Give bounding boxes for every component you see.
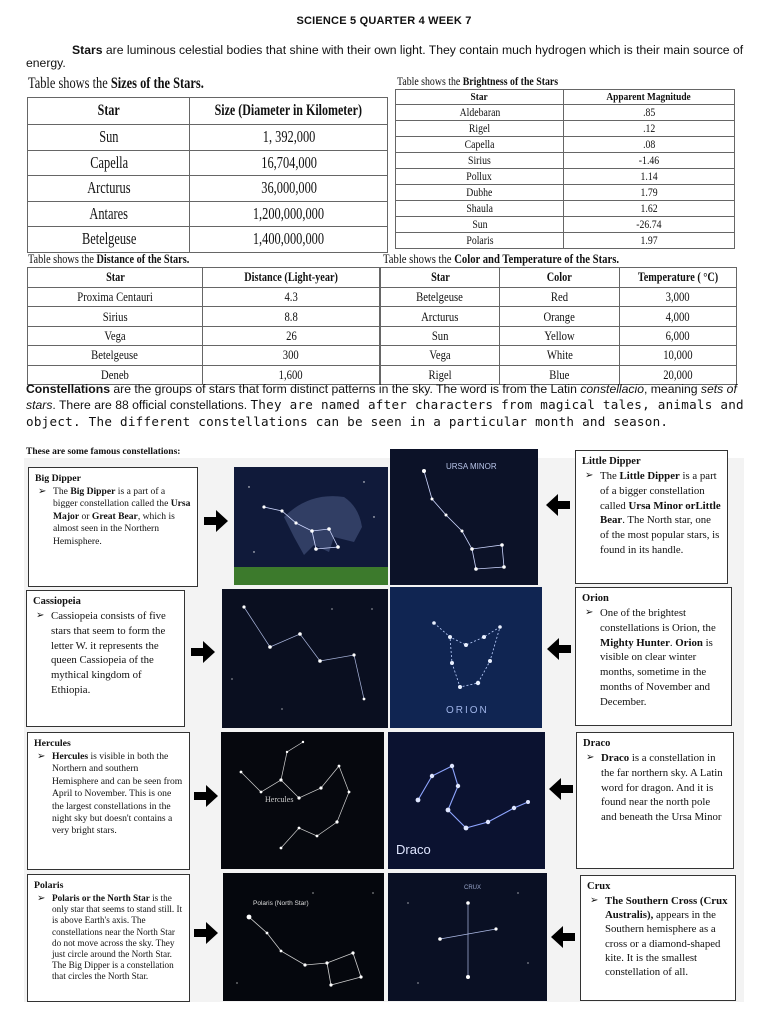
column-header: Distance (Light-year) [203, 268, 380, 288]
table-row: Aldebaran .85 [396, 105, 735, 121]
arrow-right-icon [191, 641, 215, 663]
arrow-right-icon [194, 922, 218, 944]
polaris-image [223, 873, 384, 1001]
draco-label: Draco [396, 842, 431, 857]
arrow-left-icon [546, 494, 570, 516]
table-header-row [28, 98, 388, 125]
arrow-bullet-icon: ➢ [586, 752, 595, 763]
table-row: Sirius -1.46 [396, 153, 735, 169]
sizes-table-caption: Table shows the Sizes of the Stars. [28, 75, 204, 92]
arrow-left-icon [549, 778, 573, 800]
arrow-bullet-icon: ➢ [38, 486, 47, 497]
orion-image [390, 587, 542, 728]
table-header-row [28, 268, 380, 288]
table-row: Antares 1,200,000,000 [28, 201, 388, 227]
arrow-right-icon [204, 510, 228, 532]
table-row: Betelgeuse 1,400,000,000 [28, 227, 388, 253]
big-dipper-image [234, 467, 388, 585]
column-header: Color [500, 268, 620, 288]
arrow-bullet-icon: ➢ [590, 895, 599, 906]
crux-label: CRUX [464, 885, 482, 891]
brightness-table-caption: Table shows the Brightness of the Stars [397, 74, 559, 88]
color-temperature-table-caption: Table shows the Color and Temperature of the Stars. [383, 251, 620, 266]
table-row: Sirius 8.8 [28, 307, 380, 326]
crux-image [388, 873, 547, 1001]
arrow-bullet-icon: ➢ [37, 751, 46, 762]
table-row: Arcturus Orange 4,000 [381, 307, 737, 326]
column-header: Star [28, 98, 190, 125]
table-row: Rigel Blue 20,000 [381, 365, 737, 384]
orion-label: ORION [446, 705, 489, 716]
table-header-row [381, 268, 737, 288]
column-header: Star [396, 90, 564, 105]
table-row: Sun Yellow 6,000 [381, 326, 737, 345]
table-row: Capella 16,704,000 [28, 150, 388, 176]
distance-table-caption: Table shows the Distance of the Stars. [28, 252, 190, 266]
arrow-right-icon [194, 785, 218, 807]
orion-box: Orion ➢ One of the brightest constellations is Orion, the Mighty Hunter. Orion is visible on clear winter months, sometime in the months of November and December. [575, 587, 732, 726]
table-row: Betelgeuse 300 [28, 346, 380, 365]
cassiopeia-image [222, 589, 388, 728]
arrow-bullet-icon: ➢ [585, 607, 594, 618]
hercules-box: Hercules ➢ Hercules is visible in both the Northern and southern Hemisphere and can be seen from April to November. This is one the largest constellations in the night sky but doesn't contains a very bright stars. [27, 732, 190, 870]
famous-constellations-label: These are some famous constellations: [26, 447, 181, 457]
table-row: Polaris 1.97 [396, 233, 735, 249]
table-row: Pollux 1.14 [396, 169, 735, 185]
ursa-minor-label: URSA MINOR [446, 462, 497, 471]
table-row: Proxima Centauri 4.3 [28, 288, 380, 307]
hercules-image [221, 732, 384, 869]
document-title: SCIENCE 5 QUARTER 4 WEEK 7 [296, 15, 472, 27]
sizes-table [27, 97, 388, 253]
column-header: Star [28, 268, 203, 288]
constellations-paragraph: Constellations are the groups of stars that form distinct patterns in the sky. The word is from the Latin constellacio, meaning sets of stars. There are 88 official constellations. They are named after characters from magical tales, animals and object. The different constellations can be seen in a particular month and season. [26, 382, 744, 429]
intro-paragraph [26, 44, 746, 70]
big-dipper-box: Big Dipper ➢ The Big Dipper is a part of a bigger constellation called the Ursa Major or Great Bear, which is almost seen in the Northern Hemisphere. [28, 467, 198, 587]
intro-bold: Stars [72, 43, 103, 57]
table-row: Capella .08 [396, 137, 735, 153]
distance-table [27, 267, 380, 385]
column-header: Size (Diameter in Kilometer) [190, 98, 388, 125]
polaris-box: Polaris ➢ Polaris or the North Star is the only star that seems to stand still. It is above Earth's axis. The constellations near the North Star do not move across the sky. They just circle around the North Star. The Big Dipper is a constellation that circles the North Star. [27, 874, 190, 1002]
color-temperature-table [380, 267, 737, 385]
draco-box: Draco ➢ Draco is a constellation in the far northern sky. A Latin word for dragon. And it is found near the north pole and beneath the Ursa Minor [576, 732, 734, 869]
column-header: Star [381, 268, 500, 288]
arrow-left-icon [547, 638, 571, 660]
arrow-left-icon [551, 926, 575, 948]
intro-text: are luminous celestial bodies that shine with their own light. They contain much hydrogen which is their main source of energy. [26, 43, 744, 70]
table-row: Betelgeuse Red 3,000 [381, 288, 737, 307]
table-header-row [396, 90, 735, 105]
hercules-label: Hercules [265, 795, 294, 804]
ursa-minor-image [390, 449, 538, 585]
arrow-bullet-icon: ➢ [37, 893, 46, 904]
little-dipper-box: Little Dipper ➢ The Little Dipper is a part of a bigger constellation called Ursa Minor orLittle Bear. The North star, one of the most popular stars, is found in its handle. [575, 450, 728, 584]
arrow-bullet-icon: ➢ [585, 470, 594, 481]
table-row: Sun -26.74 [396, 217, 735, 233]
brightness-table [395, 89, 735, 249]
arrow-bullet-icon: ➢ [36, 610, 45, 621]
table-row: Arcturus 36,000,000 [28, 176, 388, 202]
table-row: Dubhe 1.79 [396, 185, 735, 201]
table-row: Sun 1, 392,000 [28, 125, 388, 151]
crux-box: Crux ➢ The Southern Cross (Crux Australis), appears in the Southern hemisphere as a cross or a diamond-shaped kite. It is the smallest constellation of all. [580, 875, 736, 1001]
table-row: Rigel .12 [396, 121, 735, 137]
column-header: Apparent Magnitude [564, 90, 735, 105]
column-header: Temperature ( °C) [620, 268, 737, 288]
table-row: Vega 26 [28, 326, 380, 345]
draco-image [388, 732, 545, 869]
table-row: Deneb 1,600 [28, 365, 380, 384]
table-row: Shaula 1.62 [396, 201, 735, 217]
polaris-label: Polaris (North Star) [253, 900, 309, 907]
table-row: Vega White 10,000 [381, 346, 737, 365]
cassiopeia-box: Cassiopeia ➢ Cassiopeia consists of five stars that seem to form the letter W. it represents the queen Cassiopeia of the mythical kingdom of Ethiopia. [26, 590, 185, 727]
